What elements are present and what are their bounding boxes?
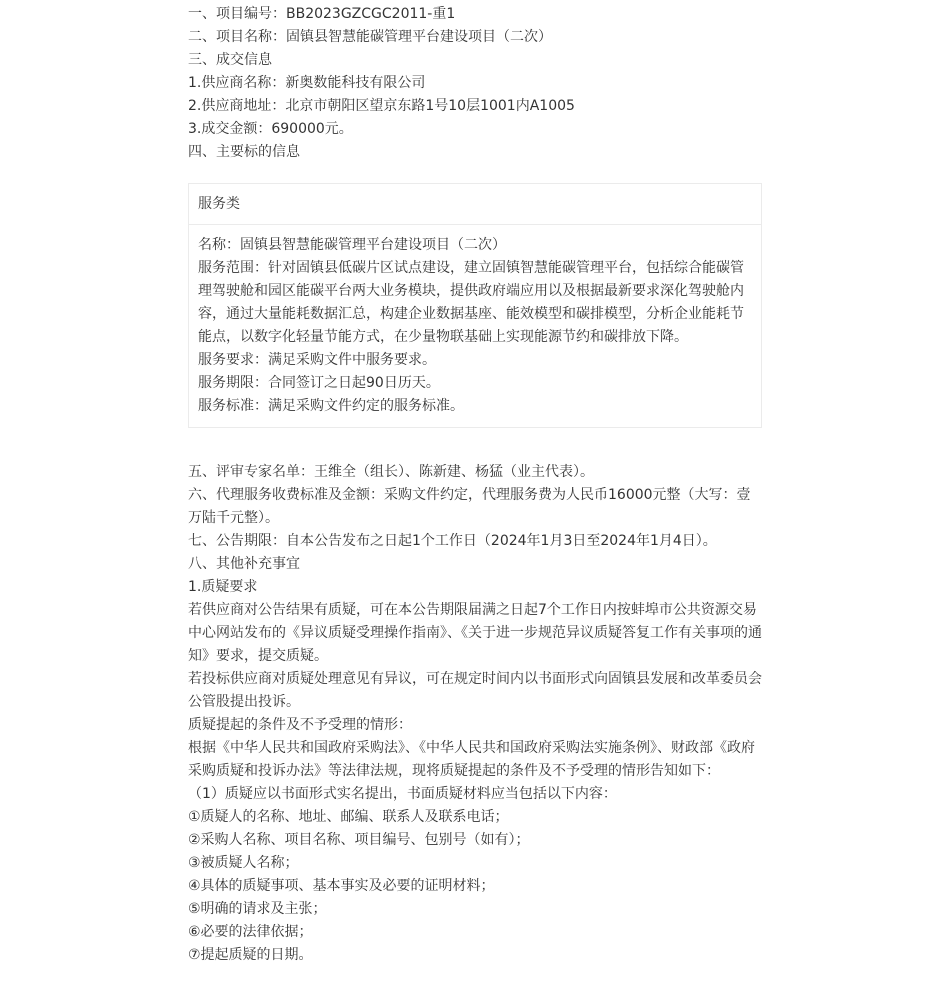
supplier-address: 2.供应商地址：北京市朝阳区望京东路1号10层1001内A1005 [188, 98, 575, 114]
service-standard: 服务标准：满足采购文件约定的服务标准。 [198, 398, 464, 414]
supplier-name: 1.供应商名称：新奥数能科技有限公司 [188, 75, 426, 91]
agency-fee: 六、代理服务收费标准及金额：采购文件约定，代理服务费为人民币16000元整（大写：壹万陆千元整）。 [188, 487, 751, 526]
service-scope: 服务范围：针对固镇县低碳片区试点建设，建立固镇智慧能碳管理平台，包括综合能碳管理驾驶舱和园区能碳平台两大业务模块，提供政府端应用以及根据最新要求深化驾驶舱内容，通过大量能耗数据汇总，构建企业数据基座、能效模型和碳排模型，分析企业能耗节能点，以数字化轻量节能方式，在少量物联基础上实现能源节约和碳排放下降。 [198, 260, 744, 345]
project-name: 二、项目名称：固镇县智慧能碳管理平台建设项目（二次） [188, 29, 552, 45]
service-period: 服务期限：合同签订之日起90日历天。 [198, 375, 440, 391]
list-item: ③被质疑人名称； [188, 855, 299, 871]
announcement-content [188, 3, 762, 967]
list-item: ⑦提起质疑的日期。 [188, 947, 313, 963]
subject-category: 服务类 [189, 184, 761, 225]
other-matters-heading: 八、其他补充事宜 [188, 556, 300, 572]
challenge-paragraph-2: 若投标供应商对质疑处理意见有异议，可在规定时间内以书面形式向固镇县发展和改革委员会公管股提出投诉。 [188, 671, 762, 710]
challenge-paragraph-1: 若供应商对公告结果有质疑，可在本公告期限届满之日起7个工作日内按蚌埠市公共资源交易中心网站发布的《异议质疑受理操作指南》、《关于进一步规范异议质疑答复工作有关事项的通知》要求，提交质疑。 [188, 602, 762, 664]
challenge-paragraph-5: （1）质疑应以书面形式实名提出，书面质疑材料应当包括以下内容： [188, 786, 617, 802]
list-item: ②采购人名称、项目名称、项目编号、包别号（如有）； [188, 832, 530, 848]
list-item: ⑤明确的请求及主张； [188, 901, 327, 917]
list-item: ①质疑人的名称、地址、邮编、联系人及联系电话； [188, 809, 509, 825]
challenge-requirement-title: 1.质疑要求 [188, 579, 258, 595]
subject-details [189, 225, 761, 427]
deal-info-heading: 三、成交信息 [188, 52, 272, 68]
list-item: ⑥必要的法律依据； [188, 924, 313, 940]
subject-info-box [188, 183, 762, 428]
deal-amount: 3.成交金额：690000元。 [188, 121, 353, 137]
challenge-paragraph-3: 质疑提起的条件及不予受理的情形： [188, 717, 412, 733]
service-requirement: 服务要求：满足采购文件中服务要求。 [198, 352, 436, 368]
main-subject-heading: 四、主要标的信息 [188, 144, 300, 160]
challenge-paragraph-4: 根据《中华人民共和国政府采购法》、《中华人民共和国政府采购法实施条例》、财政部《政府采购质疑和投诉办法》等法律法规，现将质疑提起的条件及不予受理的情形告知如下： [188, 740, 755, 779]
subject-name: 名称：固镇县智慧能碳管理平台建设项目（二次） [198, 237, 506, 253]
notice-period: 七、公告期限：自本公告发布之日起1个工作日（2024年1月3日至2024年1月4日）。 [188, 533, 717, 549]
expert-list: 五、评审专家名单：王维全（组长）、陈新建、杨猛（业主代表）。 [188, 464, 594, 480]
list-item: ④具体的质疑事项、基本事实及必要的证明材料； [188, 878, 495, 894]
project-number: 一、项目编号：BB2023GZCGC2011-重1 [188, 6, 456, 22]
